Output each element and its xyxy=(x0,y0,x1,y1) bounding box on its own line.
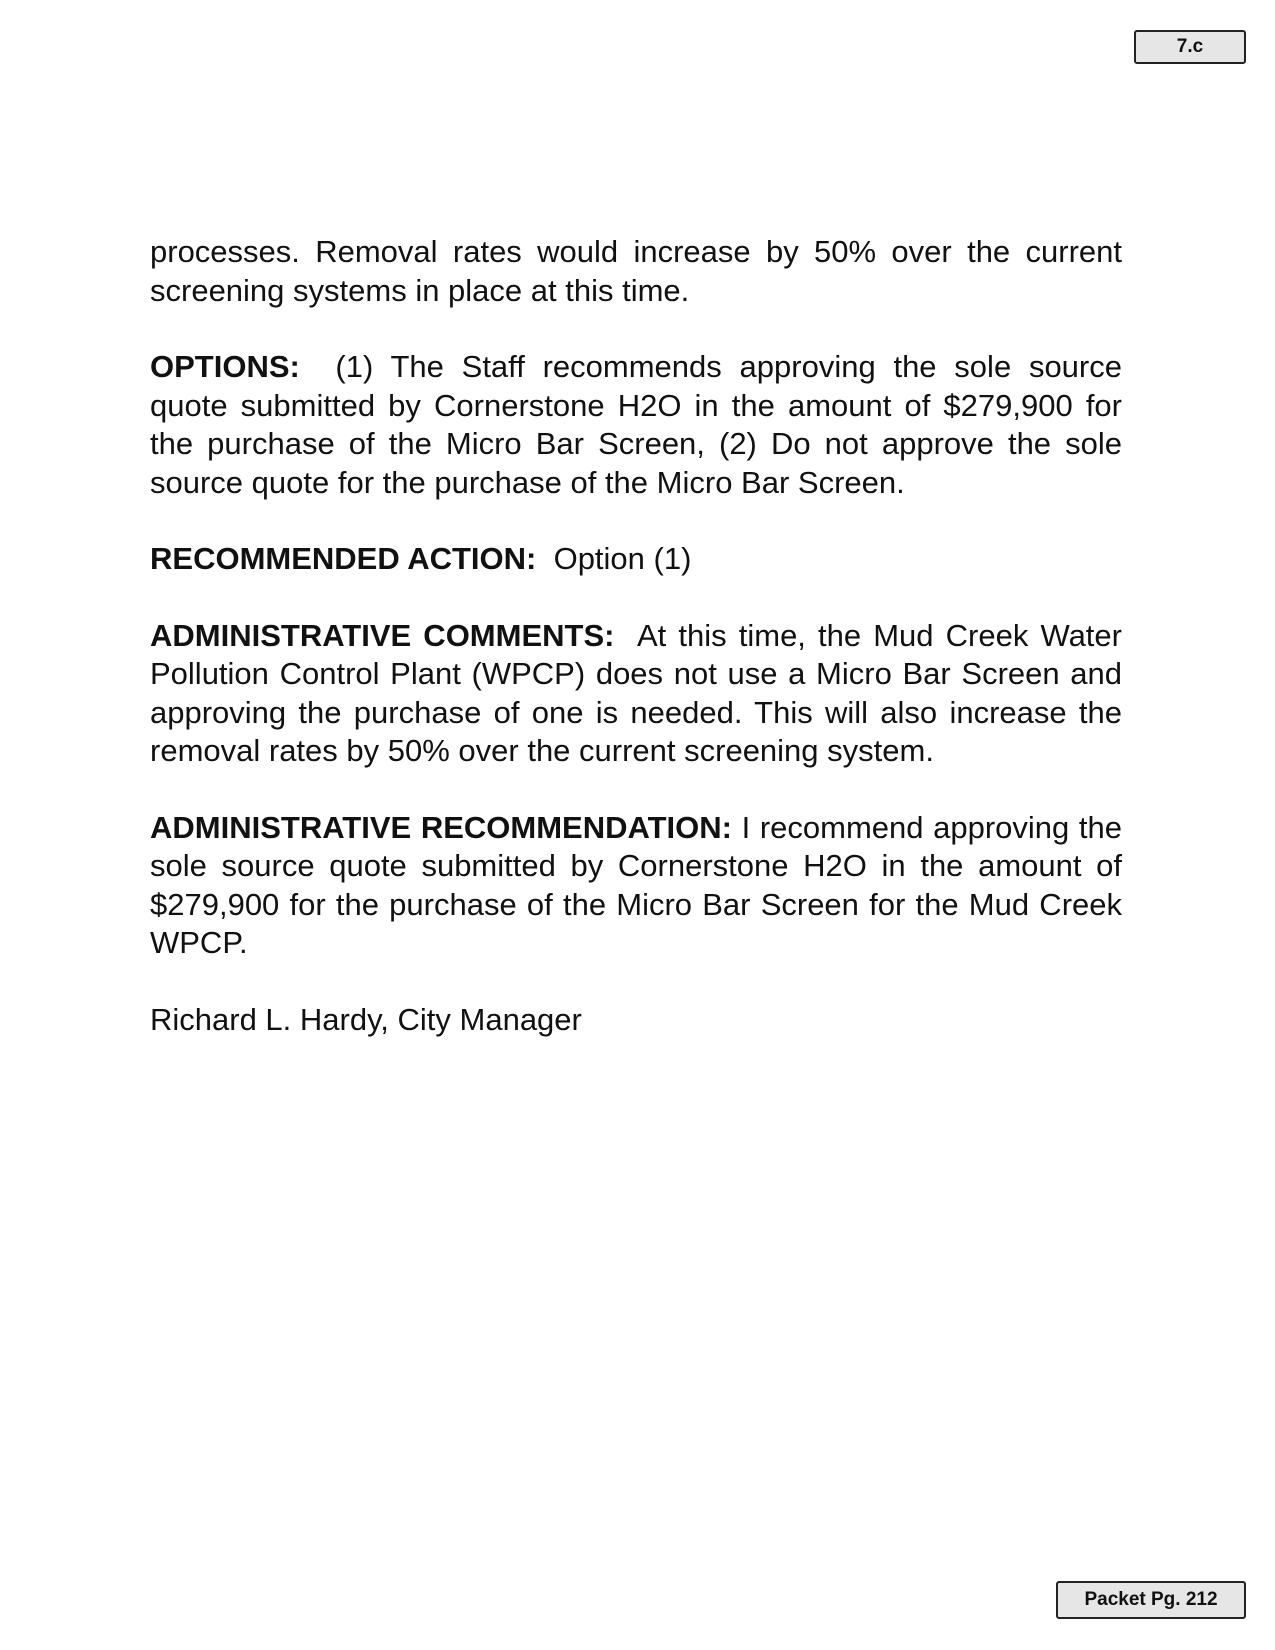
intro-paragraph: processes. Removal rates would increase by 50% over the current screening systems in place at this time. xyxy=(150,234,1122,308)
packet-page-tag xyxy=(1056,1581,1246,1619)
administrative-comments-text: At this time, the Mud Creek Water Pollution Control Plant (WPCP) does not use a Micro Bar Screen and approving the purchase of one is needed. This will also increase the removal rates by 50% over the current screening system. xyxy=(150,617,1122,768)
options-text: (1) The Staff recommends approving the sole source quote submitted by Cornerstone H2O in the amount of $279,900 for the purchase of the Micro Bar Screen, (2) Do not approve the sole source quote for the purchase of the Micro Bar Screen. xyxy=(150,349,1122,500)
administrative-recommendation-label: ADMINISTRATIVE RECOMMENDATION: xyxy=(150,809,732,845)
recommended-action-label: RECOMMENDED ACTION: xyxy=(150,541,537,576)
agenda-item-tag-text: 7.c xyxy=(1176,36,1204,57)
packet-page-text: Packet Pg. 212 xyxy=(1084,1589,1218,1610)
options-paragraph xyxy=(150,348,1122,502)
administrative-comments-paragraph xyxy=(150,617,1122,771)
recommended-action-text: Option (1) xyxy=(553,541,692,576)
administrative-comments-label: ADMINISTRATIVE COMMENTS: xyxy=(150,617,615,653)
administrative-recommendation-text: I recommend approving the sole source quote submitted by Cornerstone H2O in the amount of $279,900 for the purchase of the Micro Bar Screen for the Mud Creek WPCP. xyxy=(150,809,1123,960)
agenda-item-tag xyxy=(1134,30,1246,64)
document-body xyxy=(150,233,1122,1077)
options-label: OPTIONS: xyxy=(150,349,300,384)
recommended-action-paragraph xyxy=(150,540,1122,579)
signature-line: Richard L. Hardy, City Manager xyxy=(150,1001,582,1037)
administrative-recommendation-paragraph xyxy=(150,809,1122,963)
